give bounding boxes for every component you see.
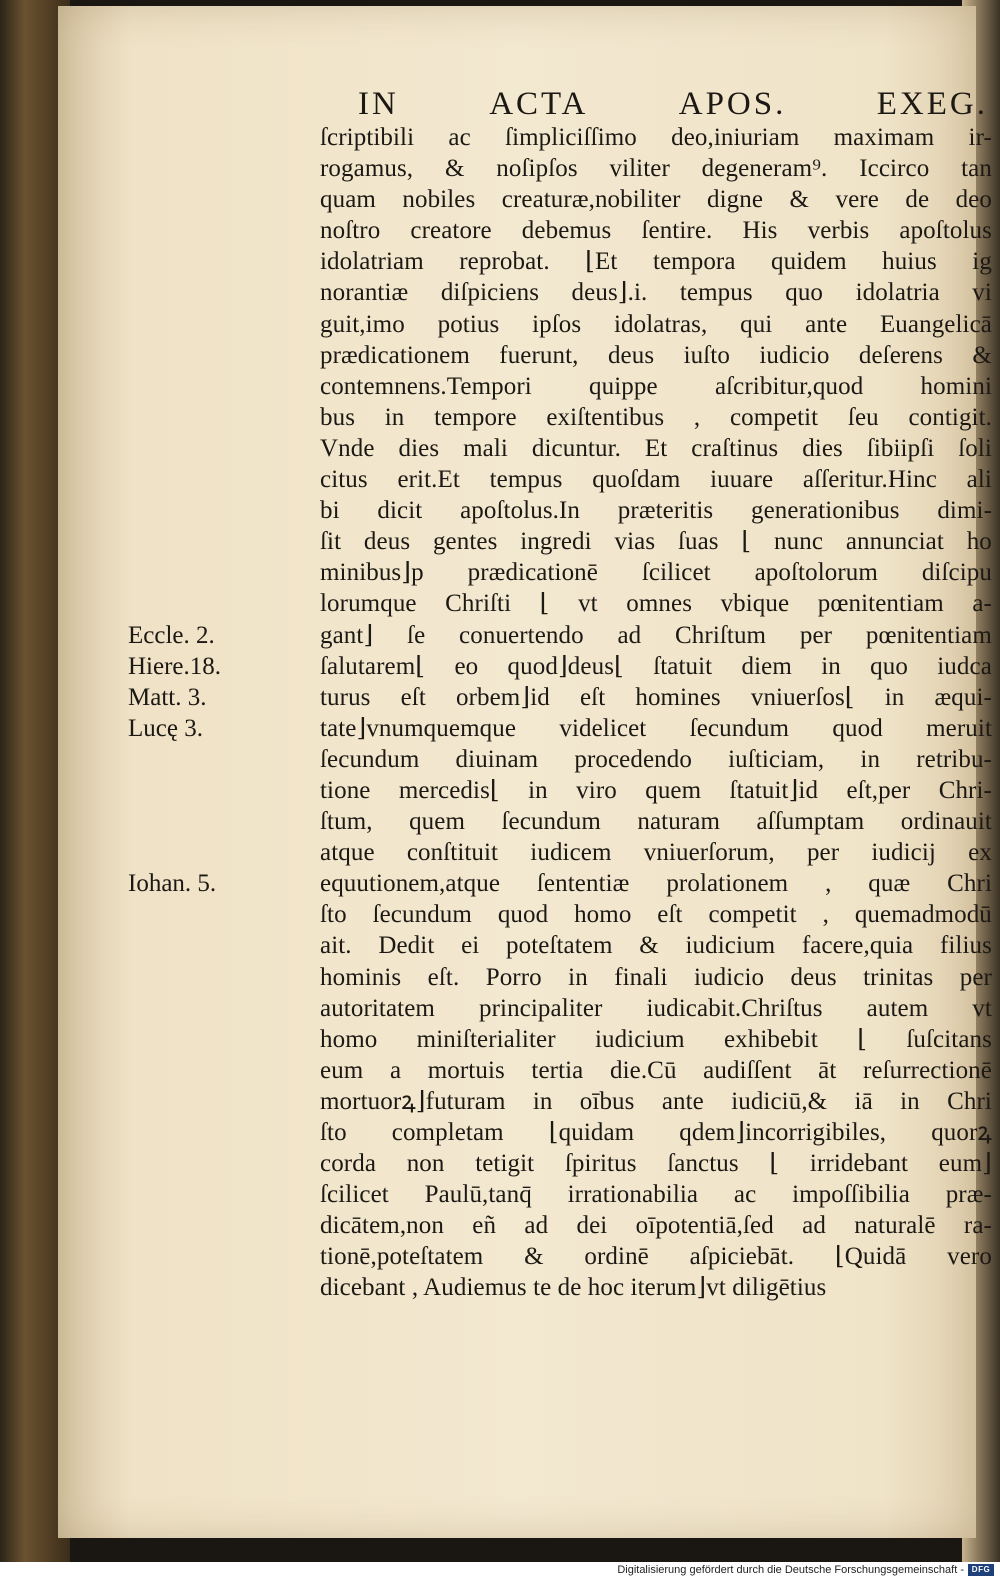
text-line: bus in tempore exiſtentibus , competit ſeu contigit. (320, 403, 992, 431)
marginal-reference: Iohan. 5. (128, 870, 217, 898)
text-line: turus eſt orbem⌋id eſt homines vniuerſos⌊ in æqui- (320, 683, 992, 711)
text-line: citus erit.Et tempus quoſdam iuuare aſſeritur.Hinc ali (320, 466, 992, 494)
marginal-reference: Lucę 3. (128, 714, 203, 742)
text-line: ſto ſecundum quod homo eſt competit , quemadmodū (320, 901, 992, 929)
dfg-logo: DFG (968, 1564, 994, 1576)
text-line: autoritatem principaliter iudicabit.Chriſtus autem vt (320, 994, 992, 1022)
text-line: idolatriam reprobat. ⌊Et tempora quidem huius ig (320, 248, 992, 276)
text-line: ait. Dedit ei poteſtatem & iudicium facere,quia filius (320, 932, 992, 960)
text-line: contemnens.Tempori quippe aſcribitur,quod homini (320, 372, 992, 400)
text-line: mortuorꝝ⌋futuram in oībus ante iudiciū,& iā in Chri (320, 1087, 992, 1115)
text-line: corda non tetigit ſpiritus ſanctus ⌊ irridebant eum⌋ (320, 1150, 992, 1178)
text-line: norantiæ diſpiciens deus⌋.i. tempus quo idolatria vi (320, 279, 992, 307)
footer-credit-text: Digitalisierung gefördert durch die Deutsche Forschungsgemeinschaft - (617, 1564, 964, 1576)
text-line: dicebant , Audiemus te de hoc iterum⌋vt diligētius (320, 1274, 827, 1302)
text-line: ſcriptibili ac ſimpliciſſimo deo,iniuriam maximam ir- (320, 124, 992, 151)
main-text-block (320, 122, 992, 1304)
marginal-reference: Hiere.18. (128, 652, 222, 680)
marginal-reference: Eccle. 2. (128, 621, 215, 649)
text-line: guit,imo potius ipſos idolatras, qui ante Euangelicā (320, 310, 992, 338)
text-line: gant⌋ ſe conuertendo ad Chriſtum per pœnitentiam (320, 621, 992, 649)
text-line: ſtum, quem ſecundum naturam aſſumptam ordinauit (320, 808, 992, 836)
running-head-word: IN (358, 85, 399, 122)
text-line: tione mercedis⌊ in viro quem ſtatuit⌋id eſt,per Chri- (320, 776, 992, 804)
text-line: tionē,poteſtatem & ordinē aſpiciebāt. ⌊Quidā vero (320, 1243, 992, 1271)
digitization-footer (0, 1562, 1000, 1578)
text-line: Vnde dies mali dicuntur. Et craſtinus dies ſibiipſi ſoli (320, 434, 992, 462)
text-line: equutionem,atque ſententiæ prolationem , quæ Chri (320, 870, 992, 898)
text-line: quam nobiles creaturæ,nobiliter digne & vere de deo (320, 186, 992, 214)
text-line: prædicationem fuerunt, deus iuſto iudicio deſerens & (320, 341, 992, 369)
book-page (58, 6, 992, 1538)
running-head-word: APOS. (678, 85, 787, 122)
marginal-reference: Matt. 3. (128, 683, 207, 711)
text-line: tate⌋vnumquemque videlicet ſecundum quod meruit (320, 714, 992, 742)
text-line: noſtro creatore debemus ſentire. His verbis apoſtolus (320, 217, 992, 245)
text-line: ſit deus gentes ingredi vias ſuas ⌊ nunc annunciat ho (320, 528, 992, 556)
text-line: hominis eſt. Porro in finali iudicio deus trinitas per (320, 963, 992, 991)
text-line: dicātem,non eñ ad dei oīpotentiā,ſed ad naturalē ra- (320, 1212, 992, 1240)
text-line: eum a mortuis tertia die.Cū audiſſent āt reſurrectionē (320, 1056, 992, 1084)
text-line: rogamus, & noſipſos viliter degeneram⁹. Iccirco tan (320, 155, 992, 183)
text-line: homo miniſterialiter iudicium exhibebit ⌊ ſuſcitans (320, 1025, 992, 1053)
text-line: ſecundum diuinam procedendo iuſticiam, in retribu- (320, 745, 992, 773)
text-line: ſalutarem⌊ eo quod⌋deus⌊ ſtatuit diem in quo iudca (320, 652, 992, 680)
text-line: minibus⌋p prædicationē ſcilicet apoſtolorum diſcipu (320, 559, 992, 587)
text-line: atque conſtituit iudicem vniuerſorum, per iudicij ex (320, 839, 992, 867)
text-line: lorumque Chriſti ⌊ vt omnes vbique pœnitentiam a- (320, 590, 992, 618)
text-line: bi dicit apoſtolus.In præteritis generationibus dimi- (320, 497, 992, 525)
text-line: ſcilicet Paulū,tanq̄ irrationabilia ac impoſſibilia præ- (320, 1181, 992, 1209)
running-head-word: ACTA (489, 85, 589, 122)
running-head-word: EXEG. (876, 85, 988, 122)
running-head (358, 84, 988, 124)
text-line: ſto completam ⌊quidam qdem⌋incorrigibiles, quorꝝ (320, 1119, 992, 1146)
